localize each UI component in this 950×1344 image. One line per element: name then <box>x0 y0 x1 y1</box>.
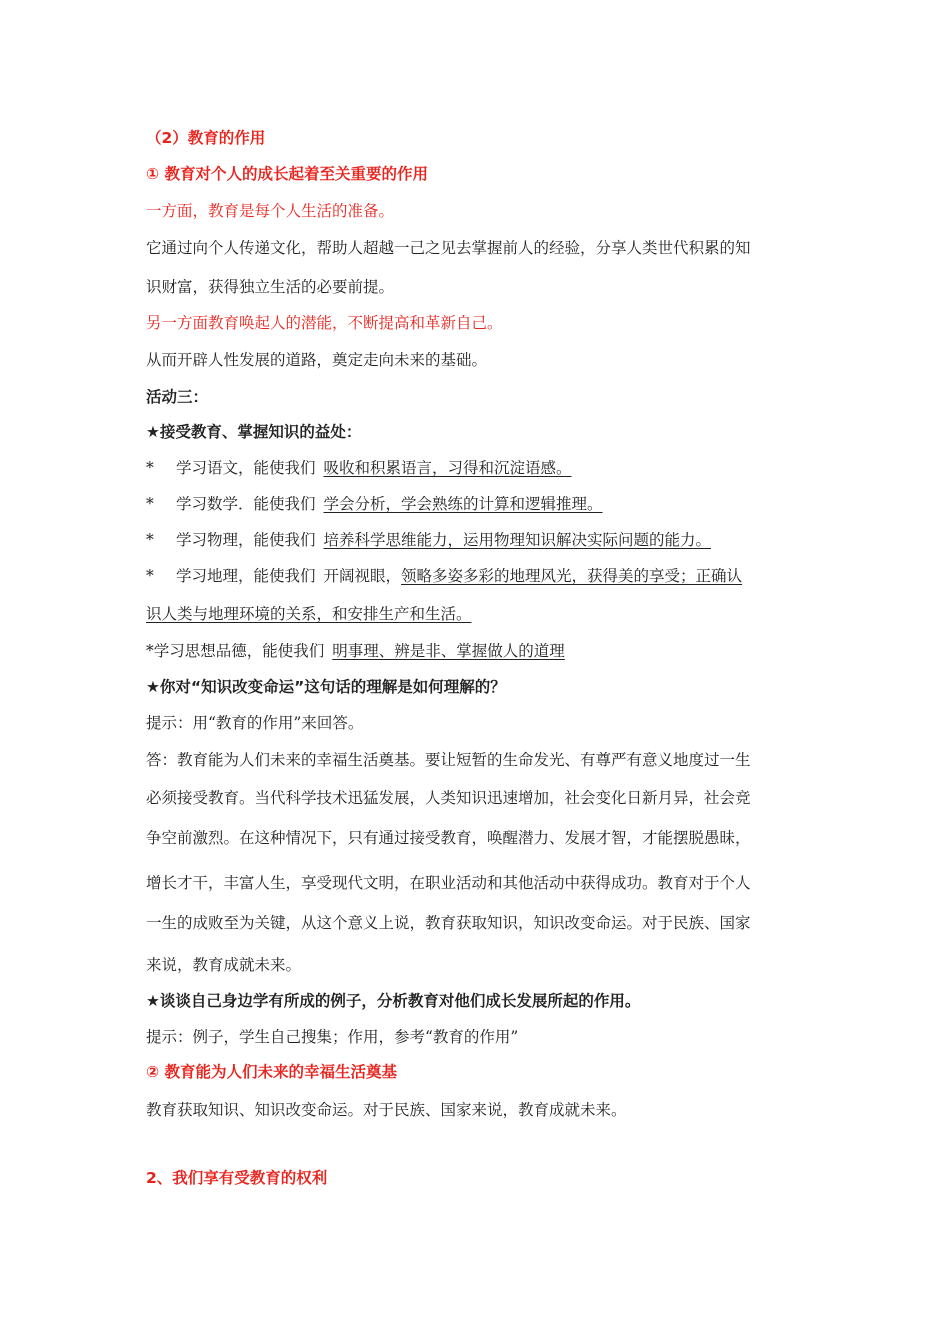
item-prefix: 学习语文，能使我们 <box>176 459 316 477</box>
question-1: ★接受教育、掌握知识的益处： <box>146 423 362 441</box>
list-item <box>146 458 572 478</box>
activity-title: 活动三： <box>146 388 209 406</box>
question-3: ★谈谈自己身边学有所成的例子，分析教育对他们成长发展所起的作用。 <box>146 992 641 1010</box>
hint-2: 提示：用“教育的作用”来回答。 <box>146 714 364 732</box>
item-prefix: 学习思想品德，能使我们 <box>153 642 325 660</box>
aspect-1: 一方面，教育是每个人生活的准备。 <box>146 202 395 220</box>
list-item <box>146 641 565 661</box>
answer-2-line-3: 争空前激烈。在这种情况下，只有通过接受教育，唤醒潜力、发展才智，才能摆脱愚昧， <box>146 829 751 847</box>
answer-2-line-2: 必须接受教育。当代科学技术迅猛发展，人类知识迅速增加，社会变化日新月异，社会竞 <box>146 789 751 807</box>
item-answer: 学会分析，学会熟练的计算和逻辑推理。 <box>323 495 603 513</box>
aspect-1-text-line-1: 它通过向个人传递文化，帮助人超越一己之见去掌握前人的经验，分享人类世代积累的知 <box>146 239 751 257</box>
subheading-2: ② 教育能为人们未来的幸福生活奠基 <box>146 1063 398 1081</box>
list-item <box>146 494 603 514</box>
star-mark: * <box>146 531 154 549</box>
list-item <box>146 530 711 550</box>
question-2: ★你对“知识改变命运”这句话的理解是如何理解的？ <box>146 678 506 696</box>
answer-2-line-1: 答：教育能为人们未来的幸福生活奠基。要让短暂的生命发光、有尊严有意义地度过一生 <box>146 751 751 769</box>
section-2-heading: 2、我们享有受教育的权利 <box>146 1169 328 1187</box>
hint-3: 提示：例子，学生自己搜集；作用，参考“教育的作用” <box>146 1028 519 1046</box>
aspect-2-text: 从而开辟人性发展的道路，奠定走向未来的基础。 <box>146 351 488 369</box>
list-item-continuation <box>146 604 472 624</box>
star-mark: * <box>146 567 154 585</box>
aspect-1-text-line-2: 识财富，获得独立生活的必要前提。 <box>146 278 395 296</box>
star-mark: * <box>146 495 154 513</box>
section-heading: （2）教育的作用 <box>146 129 266 147</box>
item-prefix: 学习数学．能使我们 <box>176 495 316 513</box>
item-answer: 吸收和积累语言，习得和沉淀语感。 <box>323 459 572 477</box>
item-answer: 培养科学思维能力，运用物理知识解决实际问题的能力。 <box>323 531 712 549</box>
star-mark: * <box>146 459 154 477</box>
item-answer-line-2: 识人类与地理环境的关系，和安排生产和生活。 <box>146 605 472 623</box>
item-prefix: 学习物理，能使我们 <box>176 531 316 549</box>
answer-2-line-5: 一生的成败至为关键，从这个意义上说，教育获取知识，知识改变命运。对于民族、国家 <box>146 914 751 932</box>
aspect-2: 另一方面教育唤起人的潜能，不断提高和革新自己。 <box>146 314 503 332</box>
item-answer-plain: 开阔视眼， <box>323 567 402 585</box>
subheading-1: ① 教育对个人的成长起着至关重要的作用 <box>146 165 429 183</box>
answer-2-line-6: 来说，教育成就未来。 <box>146 956 302 974</box>
answer-2-line-4: 增长才干，丰富人生，享受现代文明，在职业活动和其他活动中获得成功。教育对于个人 <box>146 874 751 892</box>
item-answer: 明事理、辨是非、掌握做人的道理 <box>332 642 565 660</box>
list-item <box>146 566 742 586</box>
subheading-2-text: 教育获取知识、知识改变命运。对于民族、国家来说，教育成就未来。 <box>146 1101 627 1119</box>
item-prefix: 学习地理，能使我们 <box>176 567 316 585</box>
item-answer: 领略多姿多彩的地理风光，获得美的享受；正确认 <box>401 567 743 585</box>
star-mark: * <box>146 642 154 660</box>
